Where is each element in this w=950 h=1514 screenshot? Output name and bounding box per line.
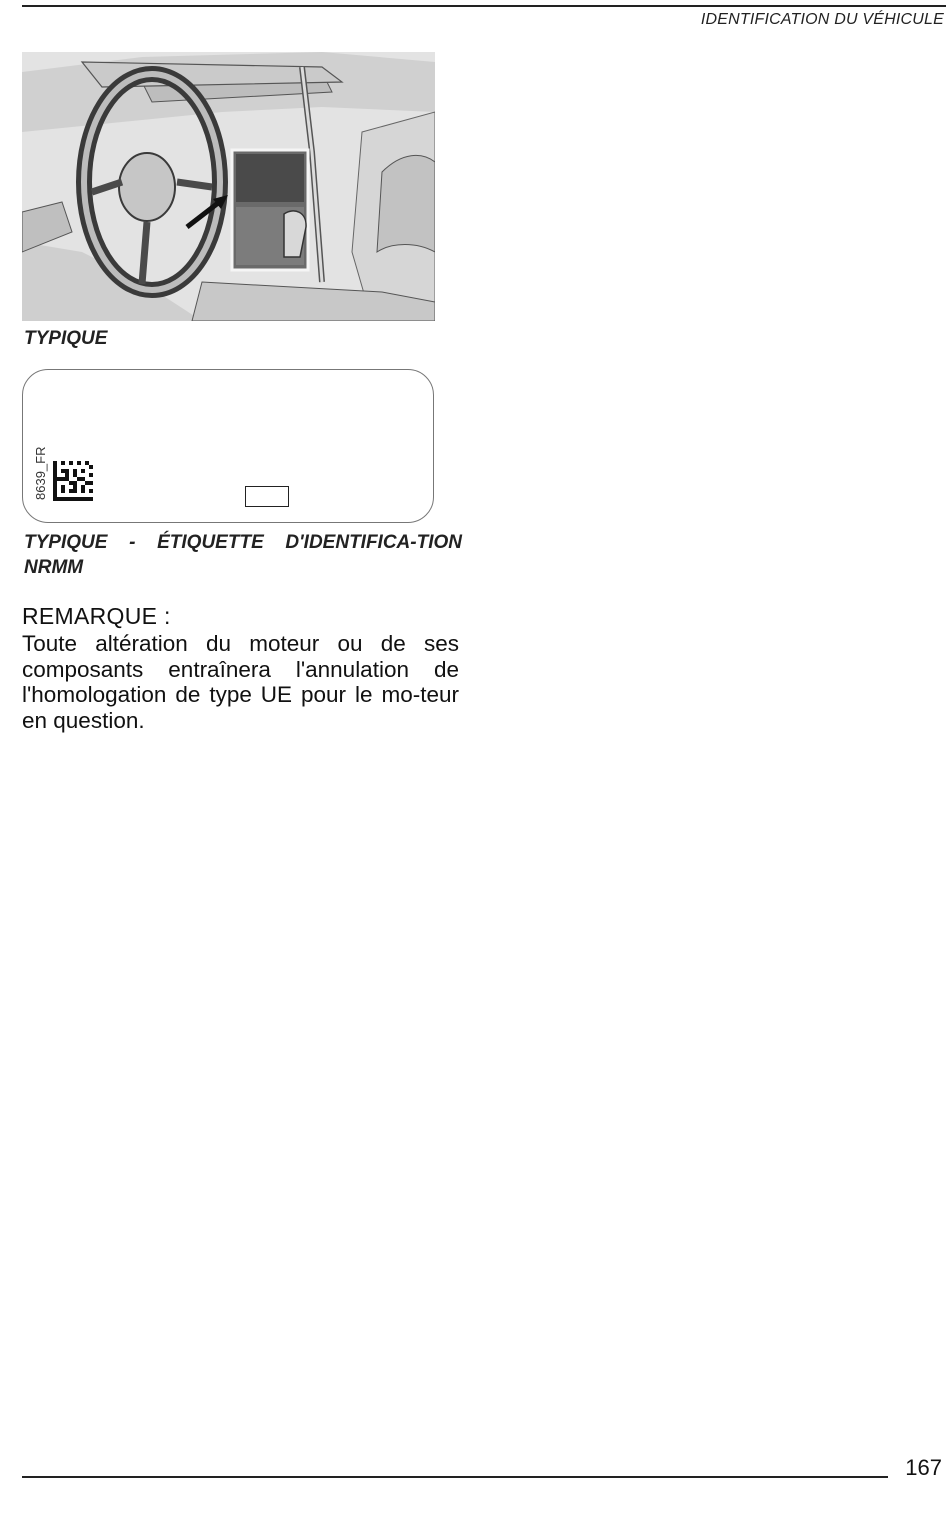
figure-1-caption: TYPIQUE xyxy=(24,328,108,349)
data-matrix-code-icon xyxy=(53,460,93,502)
figure-2-caption: TYPIQUE - ÉTIQUETTE D'IDENTIFICA-TION NRMM xyxy=(24,532,462,578)
page-number: 167 xyxy=(905,1455,942,1480)
running-header: IDENTIFICATION DU VÉHICULE xyxy=(700,11,944,28)
note-title: REMARQUE : xyxy=(22,603,171,629)
note-body: Toute altération du moteur ou de ses composants entraînera l'annulation de l'homologation de type UE pour le mo-teur en question. xyxy=(22,631,459,733)
nrmm-identification-label xyxy=(22,369,434,523)
vehicle-cockpit-illustration xyxy=(22,52,435,321)
label-reference-code: 8639_FR xyxy=(33,446,48,500)
label-blank-field xyxy=(245,486,289,507)
footer-rule xyxy=(22,1476,888,1478)
header-rule xyxy=(22,5,946,7)
